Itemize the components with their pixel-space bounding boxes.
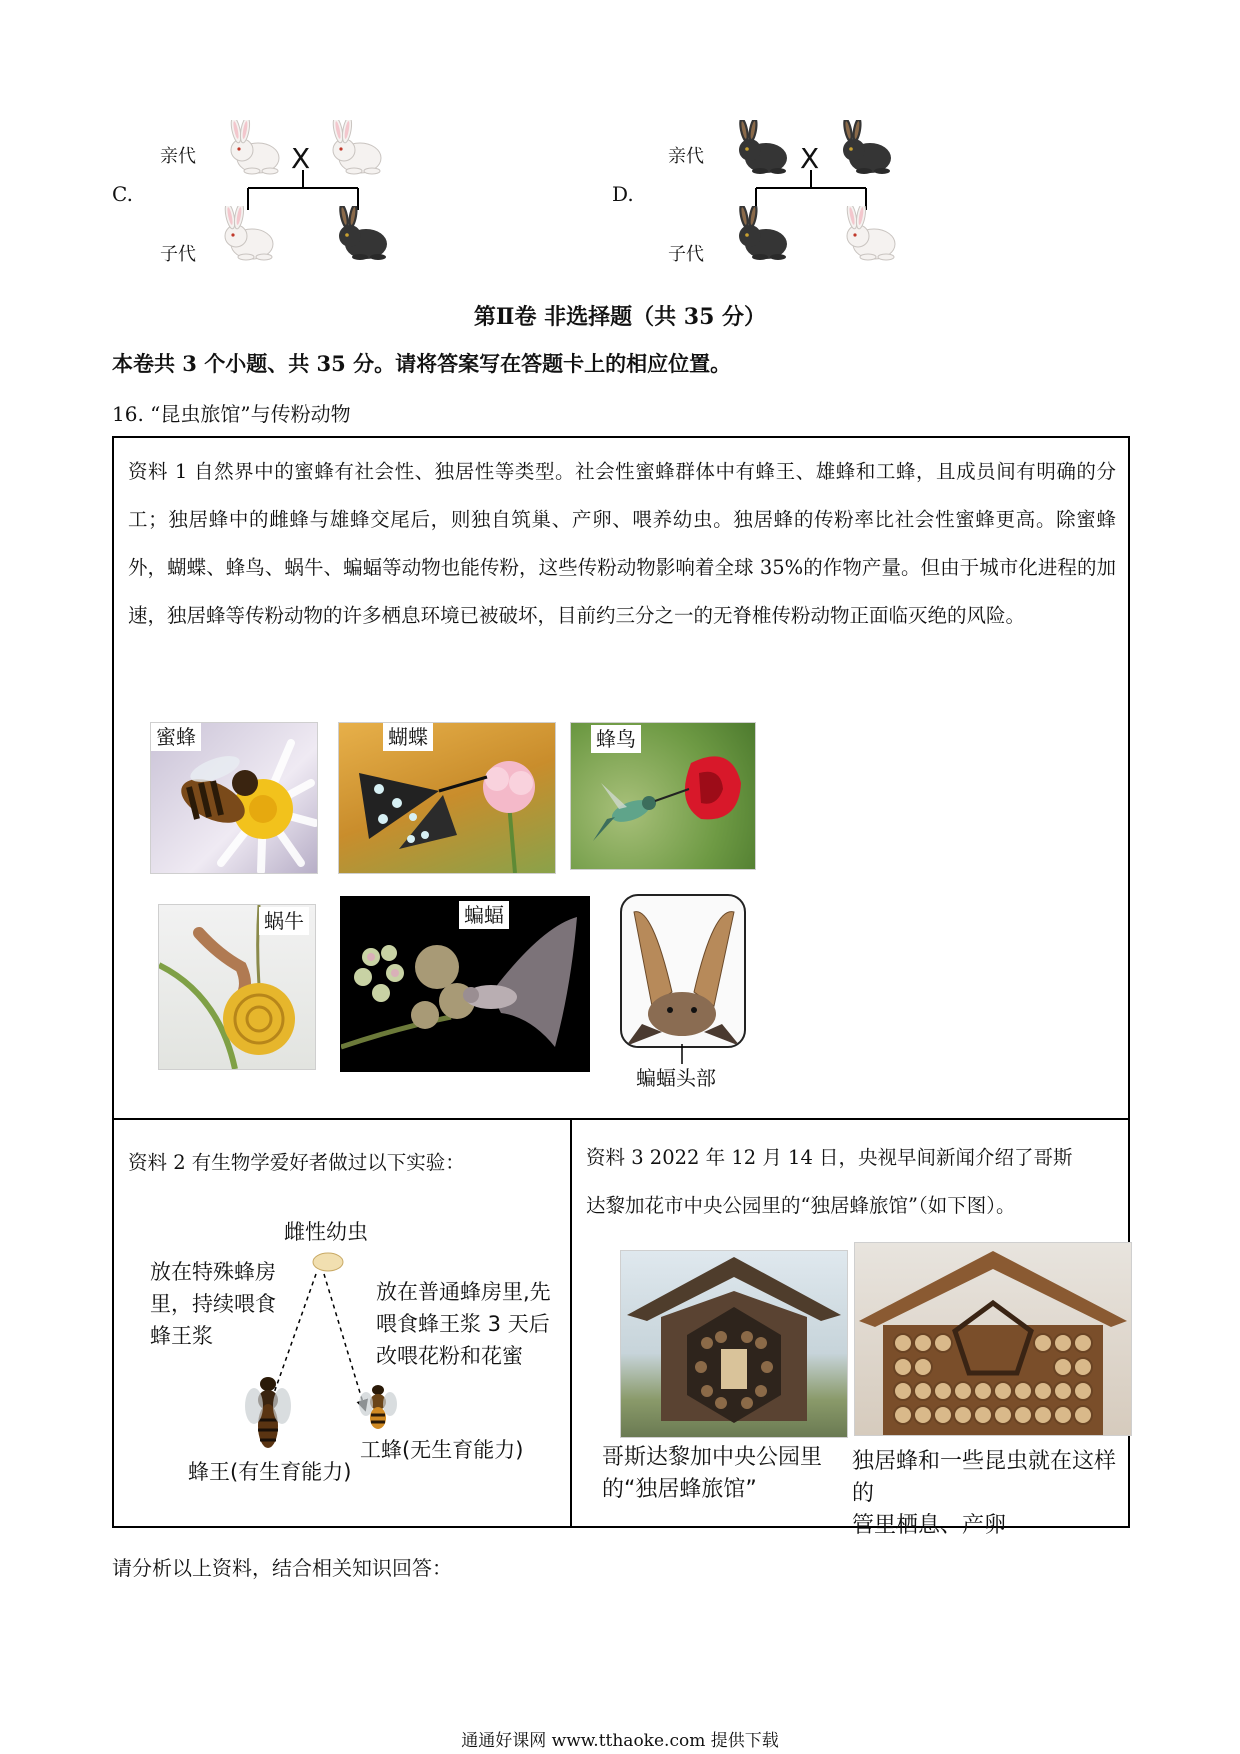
white-rabbit-icon [324,120,386,176]
worker-bee-icon [358,1382,398,1430]
park-hotel-caption [602,1442,822,1506]
option-d-letter: D. [612,182,634,206]
queen-label: 蜂王(有生育能力) [188,1460,352,1484]
material3-text-line: 资料 3 2022 年 12 月 14 日，央视早间新闻介绍了哥斯 [586,1146,1073,1169]
right-branch-line: 放在普通蜂房里,先 [376,1280,551,1304]
snail-label: 蜗牛 [259,907,309,935]
bat-label: 蝙蝠 [459,901,509,929]
left-branch-line: 里，持续喂食 [150,1292,276,1316]
option-c-letter: C. [112,182,133,206]
white-rabbit-icon [838,206,900,262]
hummingbird-photo [570,722,756,870]
right-branch-text [376,1276,551,1372]
worker-label: 工蜂(无生育能力) [360,1438,524,1462]
option-c-cross-symbol: X [291,142,311,175]
material2-text: 资料 2 有生物学爱好者做过以下实验： [128,1151,465,1174]
bee-hotel-tube-caption [852,1446,1128,1542]
bat-head-photo [620,894,746,1048]
option-d-offspring-label: 子代 [668,244,704,265]
material3-box [570,1118,1130,1538]
right-branch-line: 改喂花粉和花蜜 [376,1344,523,1368]
bat-head-label: 蝙蝠头部 [636,1066,716,1090]
option-c-parent-label: 亲代 [160,146,196,167]
option-d-parent-label: 亲代 [668,146,704,167]
black-rabbit-icon [730,206,792,262]
black-rabbit-icon [730,120,792,176]
left-branch-line: 蜂王浆 [150,1324,213,1348]
bat-photo [340,896,590,1072]
section-instruction: 本卷共 3 个小题、共 35 分。请将答案写在答题卡上的相应位置。 [112,351,732,376]
hummingbird-label: 蜂鸟 [591,725,641,753]
bee-hotel-tube-caption-line: 管里栖息、产卵 [852,1513,1007,1538]
bee-hotel-park-photo [620,1250,848,1438]
white-rabbit-icon [216,206,278,262]
material1-text: 资料 1 自然界中的蜜蜂有社会性、独居性等类型。社会性蜜蜂群体中有蜂王、雄蜂和工蜂，且成员间有明确的分工；独居蜂中的雌蜂与雄蜂交尾后，则独自筑巢、产卵、喂养幼虫。独居蜂的传粉率比社会性蜜蜂更高。除蜜蜂外，蝴蝶、蜂鸟、蜗牛、蝙蝠等动物也能传粉，这些传粉动物影响着全球 35%的作物产量。但由于城市化进程的加速，独居蜂等传粉动物的许多栖息环境已被破坏，目前约三分之一的无脊椎传粉动物正面临灭绝的风险。 [128,460,1116,627]
black-rabbit-icon [834,120,896,176]
bee-hotel-closeup-photo [854,1242,1132,1436]
butterfly-label: 蝴蝶 [383,723,433,751]
material3-text [586,1134,1116,1230]
snail-photo [158,904,316,1070]
queen-bee-icon [244,1374,292,1450]
section-heading: 第Ⅱ卷 非选择题（共 35 分） [473,304,767,330]
bee-hotel-tube-caption-line: 独居蜂和一些昆虫就在这样的 [852,1449,1117,1506]
option-c-offspring-label: 子代 [160,244,196,265]
bee-photo [150,722,318,874]
material2-box [112,1118,572,1528]
question-title: 16. “昆虫旅馆”与传粉动物 [112,402,351,426]
material1-box [112,436,1130,1120]
larva-label: 雌性幼虫 [284,1220,368,1244]
park-hotel-caption-line: 哥斯达黎加中央公园里 [602,1445,823,1470]
left-branch-line: 放在特殊蜂房 [150,1260,276,1284]
option-d-cross-symbol: X [800,142,820,175]
butterfly-photo [338,722,556,874]
analysis-prompt: 请分析以上资料，结合相关知识回答： [112,1556,452,1580]
material3-text-line: 达黎加花市中央公园里的“独居蜂旅馆”（如下图）。 [586,1194,1016,1217]
bat-head-pointer [680,1044,684,1064]
park-hotel-caption-line: 的“独居蜂旅馆” [602,1477,757,1502]
right-branch-line: 喂食蜂王浆 3 天后 [376,1312,550,1336]
black-rabbit-icon [330,206,392,262]
bee-label: 蜜蜂 [151,723,201,751]
white-rabbit-icon [222,120,284,176]
page-footer: 通通好课网 www.tthaoke.com 提供下载 [461,1731,779,1751]
